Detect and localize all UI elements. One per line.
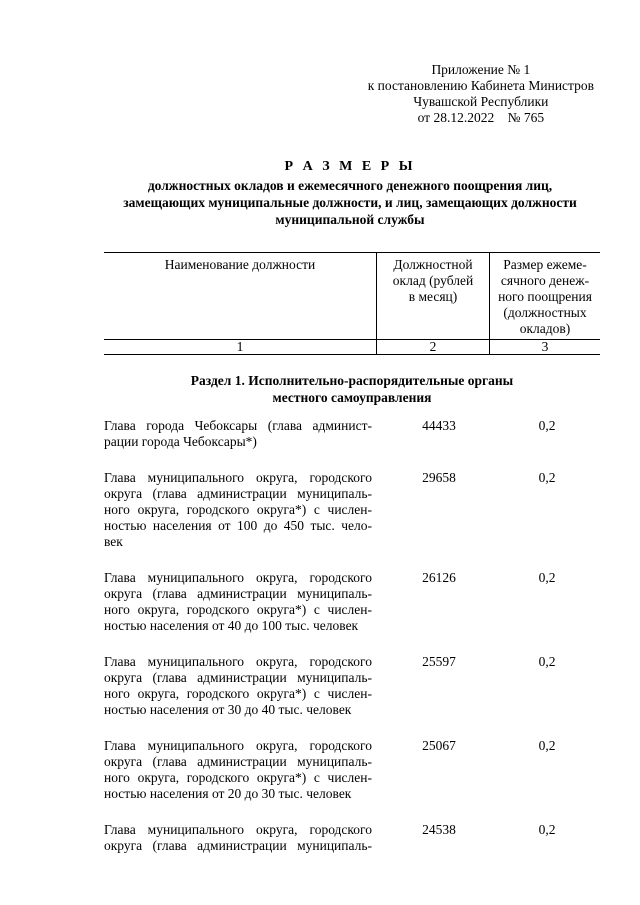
position-name-line: Глава муниципального округа, городского [104,654,372,669]
position-name [104,822,372,854]
appendix-label: Приложение № 1 [431,62,531,77]
document-title: Р А З М Е Р Ы [284,159,416,174]
salary-value: 26126 [422,570,456,585]
column-number-row [104,340,600,355]
bonus-value: 0,2 [538,470,556,485]
header-bonus-line: Размер ежеме- [503,257,587,272]
position-name-line: ностью населения от 20 до 30 тыс. человек [104,786,352,801]
subtitle-line-2: замещающих муниципальные должности, и лиц, замещающих должности [123,195,577,210]
header-salary-line: Должностной [393,257,473,272]
position-name [104,470,372,550]
table-row [104,418,600,450]
appendix-date-line [368,110,594,126]
decree-number: № 765 [507,110,545,125]
document-subtitle [90,177,610,228]
section-heading-line-2: местного самоуправления [272,390,432,405]
position-name-line: ного округа, городского округа*) с числен- [104,770,372,785]
bonus-value: 0,2 [538,570,556,585]
position-name [104,654,372,718]
header-salary-line: оклад (рублей [392,273,474,288]
column-number-3: 3 [490,340,601,355]
header-position-label: Наименование должности [164,257,316,272]
appendix-decree-line: к постановлению Кабинета Министров [367,78,594,93]
salary-value: 25597 [422,654,456,669]
salary-value: 29658 [422,470,456,485]
salary-value: 44433 [422,418,456,433]
position-name-line: ностью населения от 30 до 40 тыс. человек [104,702,352,717]
position-name-line: Глава муниципального округа, городского [104,738,372,753]
header-position-name [104,253,377,340]
header-bonus-line: ного поощрения [498,289,592,304]
appendix-republic-line: Чувашской Республики [413,94,549,109]
position-name-line: ного округа, городского округа*) с числен- [104,686,372,701]
salary-value: 24538 [422,822,456,837]
table-row [104,570,600,634]
decree-date: от 28.12.2022 [417,110,495,125]
header-bonus-line: (должностных [503,305,587,320]
position-name-line: ностью населения от 40 до 100 тыс. человек [104,618,359,633]
position-name-line: округа (глава администрации муниципаль- [104,586,372,601]
position-name [104,570,372,634]
position-name-line: ного округа, городского округа*) с числен- [104,502,372,517]
document-title-block [90,158,610,228]
header-bonus [490,253,601,340]
table-row [104,822,600,854]
column-number-1: 1 [104,340,377,355]
bonus-value: 0,2 [538,418,556,433]
bonus-value: 0,2 [538,738,556,753]
bonus-value: 0,2 [538,822,556,837]
position-name-line: округа (глава администрации муниципаль- [104,838,372,853]
position-name-line: округа (глава администрации муниципаль- [104,486,372,501]
table-row [104,470,600,550]
position-name-line: век [104,534,123,549]
position-name-line: Глава муниципального округа, городского [104,570,372,585]
position-name-line: Глава города Чебоксары (глава админист- [104,418,372,433]
header-salary-line: в месяц) [408,289,458,304]
header-salary [377,253,490,340]
position-name-line: Глава муниципального округа, городского [104,470,372,485]
bonus-value: 0,2 [538,654,556,669]
position-name-line: округа (глава администрации муниципаль- [104,670,372,685]
table-row [104,654,600,718]
subtitle-line-3: муниципальной службы [275,212,425,227]
position-name-line: рации города Чебоксары*) [104,434,257,449]
column-number-2: 2 [377,340,490,355]
header-bonus-line: окладов) [519,321,571,336]
table-header [104,252,600,355]
position-name-line: ностью населения от 100 до 450 тыс. чело- [104,518,372,533]
table-row [104,738,600,802]
table-body [104,418,600,874]
section-heading-line-1: Раздел 1. Исполнительно-распорядительные органы [190,373,514,388]
position-name [104,418,372,450]
position-name-line: Глава муниципального округа, городского [104,822,372,837]
salary-value: 25067 [422,738,456,753]
position-name-line: округа (глава администрации муниципаль- [104,754,372,769]
position-name-line: ного округа, городского округа*) с числен- [104,602,372,617]
appendix-header [368,62,594,126]
subtitle-line-1: должностных окладов и ежемесячного денежного поощрения лиц, [147,178,553,193]
position-name [104,738,372,802]
header-bonus-line: сячного денеж- [500,273,590,288]
section-heading [104,372,600,406]
table-header-row [104,253,600,340]
